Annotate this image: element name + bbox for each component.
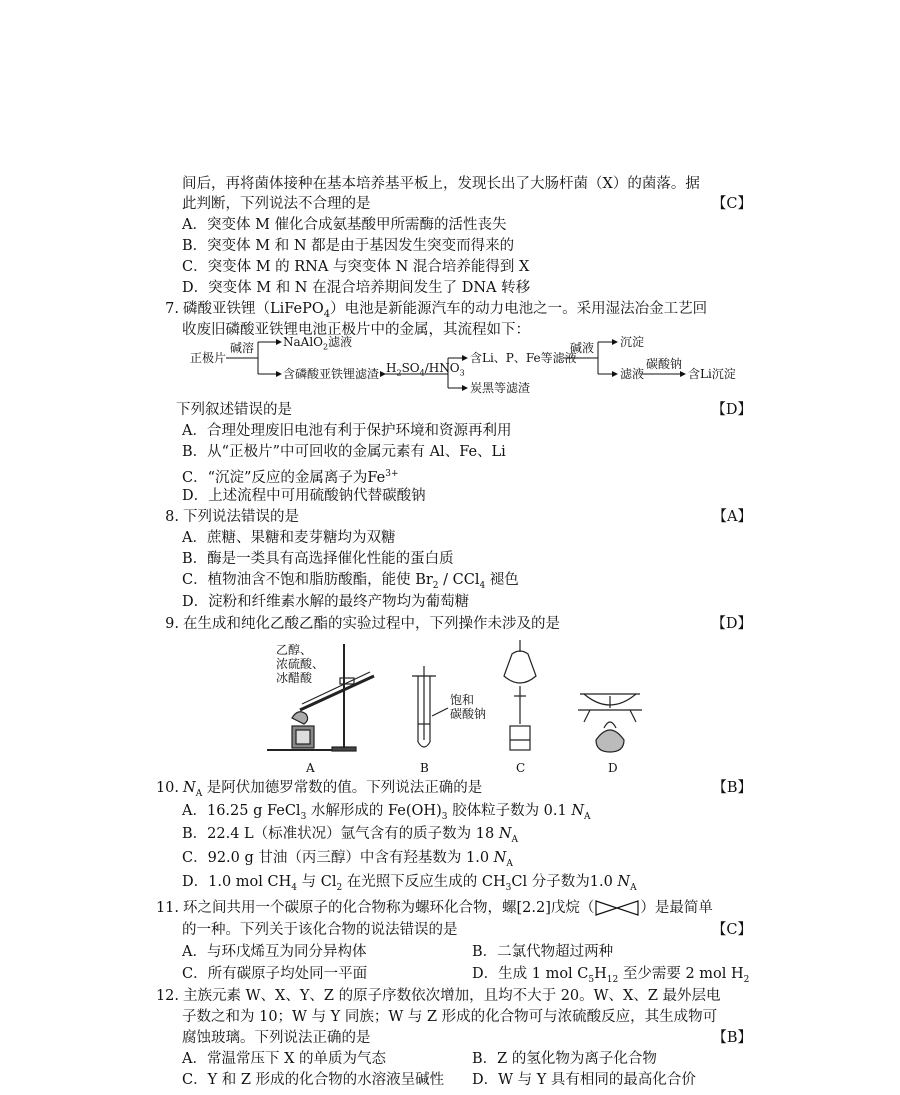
q6-line2: 此判断，下列说法不合理的是 <box>182 196 371 212</box>
q10-option-c <box>182 848 513 874</box>
flow-step4: 碳酸钠 <box>646 357 683 371</box>
q10-option-d <box>182 872 637 898</box>
q10-c-na-sub: A <box>506 858 513 869</box>
q11-line1-a: 环之间共用一个碳原子的化合物称为螺环化合物，螺[2.2]戊烷（ <box>183 900 595 916</box>
q9-number: 9. <box>165 616 179 632</box>
flow-step2 <box>386 362 465 379</box>
q10-a-2: 水解形成的 Fe(OH) <box>306 803 442 819</box>
q7-option-b: B．从“正极片”中可回收的金属元素有 Al、Fe、Li <box>182 444 506 460</box>
q7-option-a: A．合理处理废旧电池有利于保护环境和资源再利用 <box>182 423 512 439</box>
q10-b-na-sub: A <box>511 834 519 845</box>
q11-d-2: H <box>594 966 607 982</box>
q11-option-c: C．所有碳原子均处同一平面 <box>182 966 368 982</box>
q8-option-c-s1: 2 <box>432 580 439 591</box>
q9-label-c: C <box>516 761 526 775</box>
q10-d-na-sub: A <box>630 882 637 893</box>
q10-a-s1: 3 <box>300 811 307 822</box>
q11-d-s3: 2 <box>743 974 750 985</box>
flow-final: 含Li沉淀 <box>688 367 736 381</box>
q9-stem: 在生成和纯化乙酸乙酯的实验过程中，下列操作未涉及的是 <box>183 616 560 632</box>
q11-number: 11. <box>155 900 179 916</box>
q7-stem: 下列叙述错误的是 <box>176 402 292 418</box>
q7-line2: 收废旧磷酸亚铁锂电池正极片中的金属，其流程如下： <box>182 322 530 338</box>
flow-liquid: 滤液 <box>620 367 645 381</box>
q6-line1: 间后，再将菌体接种在基本培养基平板上，发现长出了大肠杆菌（X）的菌落。据 <box>182 176 700 192</box>
q10-d-4: Cl 分子数为1.0 <box>511 874 618 890</box>
q6-answer: 【C】 <box>711 196 752 212</box>
q8-option-c-c: 褪色 <box>485 572 519 588</box>
q9-sat-1: 饱和 <box>450 693 475 707</box>
flow-out1-sub: 2 <box>323 342 329 352</box>
q10-c-1: C．92.0 g 甘油（丙三醇）中含有羟基数为 1.0 <box>182 850 494 866</box>
q9-label-b: B <box>420 761 429 775</box>
q10-d-1: D．1.0 mol CH <box>182 874 292 890</box>
q10-a-s2: 3 <box>441 811 448 822</box>
flow-step2-s1: 2 <box>396 368 402 378</box>
flow-step2-a: H <box>386 361 397 375</box>
q10-a-1: A．16.25 g FeCl <box>182 803 301 819</box>
q10-d-s2: 2 <box>336 882 343 893</box>
q7-option-c-text: C．“沉淀”反应的金属离子为Fe <box>182 469 386 486</box>
q10-a-3: 胶体粒子数为 0.1 <box>447 803 572 819</box>
flow-out1-a: NaAlO <box>283 335 323 349</box>
q10-d-3: 在光照下反应生成的 CH <box>342 874 506 890</box>
q10-a-na-sub: A <box>584 811 591 822</box>
flow-filtrate: 含Li、P、Fe等滤液 <box>470 351 577 365</box>
q9-label-a: A <box>306 761 315 775</box>
q7-sub: 4 <box>323 308 331 320</box>
q11-d-3: 至少需要 2 mol H <box>618 966 744 982</box>
q8-answer: 【A】 <box>712 509 752 525</box>
q7-number: 7. <box>165 301 179 317</box>
q11-option-a: A．与环戊烯互为同分异构体 <box>182 944 367 960</box>
q12-option-a: A．常温常压下 X 的单质为气态 <box>182 1051 387 1067</box>
flow-step1: 碱溶 <box>230 341 255 355</box>
q10-option-a <box>182 801 591 827</box>
flow-step2-c: /HNO <box>424 361 460 375</box>
q9-sat-2: 碳酸钠 <box>450 707 487 721</box>
q10-answer: 【B】 <box>712 780 752 796</box>
q10-na-sub: A <box>195 788 203 799</box>
q8-option-c-a: C．植物油含不饱和脂肪酸酯，能使 Br <box>182 572 433 588</box>
q12-option-c: C．Y 和 Z 形成的化合物的水溶液呈碱性 <box>182 1072 445 1088</box>
flow-precipitate: 沉淀 <box>620 335 645 349</box>
q10-stem-line <box>155 778 482 804</box>
q10-d-s1: 4 <box>291 882 297 893</box>
q10-d-s3: 3 <box>505 882 512 893</box>
q10-number: 10. <box>155 780 179 796</box>
q7-option-d: D．上述流程中可用硫酸钠代替碳酸钠 <box>182 488 426 504</box>
q12-line1 <box>155 986 721 1006</box>
q9-reagent-2: 浓硫酸、 <box>276 657 325 671</box>
q7-text-a: 磷酸亚铁锂（LiFePO <box>183 301 324 317</box>
q12-line1-text: 主族元素 W、X、Y、Z 的原子序数依次增加，且均不大于 20。W、X、Z 最外层电 <box>183 988 721 1004</box>
q7-option-c-sup: 3+ <box>385 469 399 479</box>
q8-option-b: B．酶是一类具有高选择催化性能的蛋白质 <box>182 551 454 567</box>
q11-d-s2: 12 <box>606 974 619 985</box>
q8-number: 8. <box>165 509 179 525</box>
flow-step3: 碱液 <box>570 341 595 355</box>
q6-option-a: A．突变体 M 催化合成氨基酸甲所需酶的活性丧失 <box>182 217 507 233</box>
q12-answer: 【B】 <box>712 1030 752 1046</box>
q10-b-1: B．22.4 L（标准状况）氩气含有的质子数为 18 <box>182 826 499 842</box>
flow-mid: 含磷酸亚铁锂滤渣 <box>283 367 380 381</box>
flow-start: 正极片 <box>190 351 227 365</box>
q8-option-c-s2: 4 <box>479 580 486 591</box>
q7-option-c <box>182 464 399 488</box>
q10-stem: 是阿伏加德罗常数的值。下列说法正确的是 <box>202 780 483 796</box>
q12-line3: 腐蚀玻璃。下列说法正确的是 <box>182 1030 371 1046</box>
q12-line2: 子数之和为 10；W 与 Y 同族；W 与 Z 形成的化合物可与浓硫酸反应，其生成物可 <box>182 1009 718 1025</box>
q9-reagent-3: 冰醋酸 <box>276 671 313 685</box>
q11-answer: 【C】 <box>711 922 752 938</box>
q10-d-na: N <box>617 874 631 890</box>
q8-option-a: A．蔗糖、果糖和麦芽糖均为双糖 <box>182 530 396 546</box>
flow-step2-b: SO <box>401 361 420 375</box>
q12-number: 12. <box>155 988 179 1004</box>
q7-answer: 【D】 <box>711 402 752 418</box>
q8-stem: 下列说法错误的是 <box>183 509 299 525</box>
q11-line1-b: ）是最简单 <box>640 900 713 916</box>
q11-line1 <box>155 898 713 918</box>
spiropentane-structure <box>594 899 640 917</box>
q7-flowchart <box>180 336 760 402</box>
q10-b-na: N <box>498 826 512 842</box>
q10-c-na: N <box>493 850 507 866</box>
q10-option-b <box>182 824 518 850</box>
q10-na: N <box>183 780 196 796</box>
flow-step2-s2: 4 <box>419 368 425 378</box>
q9-apparatus-figure <box>262 636 662 778</box>
q8-option-c-b: / CCl <box>438 572 480 588</box>
flow-slag: 炭黑等滤渣 <box>470 381 531 395</box>
flow-step2-s3: 3 <box>459 368 465 378</box>
q6-option-c: C．突变体 M 的 RNA 与突变体 N 混合培养能得到 X <box>182 259 530 275</box>
q7-text-b: ）电池是新能源汽车的动力电池之一。采用湿法冶金工艺回 <box>330 301 708 317</box>
q9-label-d: D <box>608 761 618 775</box>
q6-option-d: D．突变体 M 和 N 在混合培养期间发生了 DNA 转移 <box>182 280 531 296</box>
q9-reagent-1: 乙醇、 <box>276 643 313 657</box>
q10-a-na: N <box>571 803 585 819</box>
flow-out1-b: 滤液 <box>328 335 353 349</box>
spiropentane-icon <box>594 899 640 917</box>
q10-d-2: 与 Cl <box>297 874 337 890</box>
q11-d-1: D．生成 1 mol C <box>472 966 589 982</box>
q11-d-s1: 5 <box>588 974 595 985</box>
q9-stem-line <box>155 614 560 634</box>
q12-option-d: D．W 与 Y 具有相同的最高化合价 <box>472 1072 696 1088</box>
flow-out1 <box>283 336 352 353</box>
q9-answer: 【D】 <box>711 616 752 632</box>
q12-option-b: B．Z 的氢化物为离子化合物 <box>472 1051 657 1067</box>
q6-option-b: B．突变体 M 和 N 都是由于基因发生突变而得来的 <box>182 238 515 254</box>
q11-option-b: B．二氯代物超过两种 <box>472 944 614 960</box>
q8-option-d: D．淀粉和纤维素水解的最终产物均为葡萄糖 <box>182 594 470 610</box>
q11-line2: 的一种。下列关于该化合物的说法错误的是 <box>182 922 458 938</box>
q8-stem-line <box>155 507 299 527</box>
